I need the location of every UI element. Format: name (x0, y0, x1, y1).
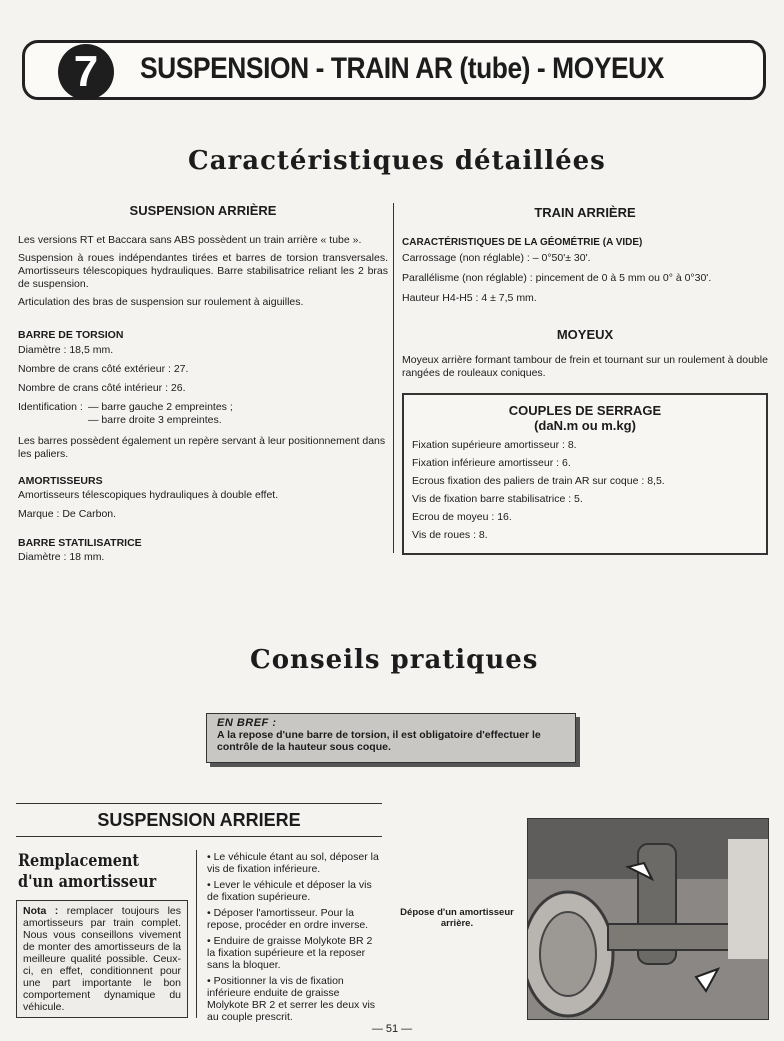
column-divider (393, 203, 394, 553)
rear-section-title: SUSPENSION ARRIERE (97, 810, 301, 830)
torque-item: Fixation supérieure amortisseur : 8. (412, 439, 577, 451)
shock-replacement-title-2: d'un amortisseur (18, 872, 157, 892)
step-item: • Déposer l'amortisseur. Pour la repose, procéder en ordre inverse. (207, 907, 369, 931)
page-number: — 51 — (371, 1023, 413, 1035)
advice-heading: Conseils pratiques (250, 645, 539, 675)
shocks-title: AMORTISSEURS (18, 475, 103, 487)
brief-text: A la repose d'une barre de torsion, il est obligatoire d'effectuer le contrôle de la hauteur sous coque. (217, 729, 541, 753)
chapter-title: SUSPENSION - TRAIN AR (tube) - MOYEUX (140, 52, 664, 85)
shock-absorber-photo (527, 818, 769, 1020)
step-item: • Lever le véhicule et déposer la vis de fixation supérieure. (207, 879, 372, 903)
torque-item: Vis de fixation barre stabilisatrice : 5. (412, 493, 583, 505)
stabilizer-spec: Diamètre : 18 mm. (18, 551, 105, 563)
torsion-spec: Nombre de crans côté extérieur : 27. (18, 363, 189, 375)
torque-item: Ecrous fixation des paliers de train AR sur coque : 8,5. (412, 475, 665, 487)
geometry-spec: Parallélisme (non réglable) : pincement de 0 à 5 mm ou 0° à 0°30'. (402, 272, 712, 284)
brief-title: EN BREF : (217, 717, 277, 729)
torque-unit: (daN.m ou m.kg) (534, 418, 636, 433)
identification-row (18, 401, 388, 427)
torsion-note: Les barres possèdent également un repère servant à leur positionnement dans les paliers. (18, 435, 386, 460)
note-box (16, 900, 188, 1018)
shock-replacement-title: Remplacement (18, 851, 140, 871)
step-item: • Positionner la vis de fixation inférieure enduite de graisse Molykote BR 2 et serrer les deux vis au couple prescrit. (207, 975, 376, 1023)
torsion-bar-title: BARRE DE TORSION (18, 329, 124, 341)
photo-illustration (528, 819, 768, 1019)
section-rule-top (16, 803, 382, 804)
torque-item: Vis de roues : 8. (412, 529, 488, 541)
identification-label: Identification : (18, 401, 83, 413)
steps-list (207, 851, 383, 1027)
hubs-text: Moyeux arrière formant tambour de frein et tournant sur un roulement à double rangées de rouleaux coniques. (402, 354, 768, 379)
left-column (18, 203, 388, 564)
section-rule-bottom (16, 836, 382, 837)
rear-column-divider (196, 850, 197, 1018)
shocks-spec: Amortisseurs télescopiques hydrauliques à double effet. (18, 489, 279, 501)
torque-title: COUPLES DE SERRAGE (508, 403, 662, 418)
brief-box (206, 713, 576, 763)
left-section-title: SUSPENSION ARRIÈRE (129, 203, 277, 218)
intro-paragraph: Articulation des bras de suspension sur roulement à aiguilles. (18, 296, 304, 308)
chapter-number-badge: 7 (58, 44, 114, 100)
geometry-spec: Hauteur H4-H5 : 4 ± 7,5 mm. (402, 292, 537, 304)
right-section-title: TRAIN ARRIÈRE (534, 205, 636, 220)
geometry-title: CARACTÉRISTIQUES DE LA GÉOMÉTRIE (A VIDE) (402, 237, 643, 248)
identification-right: — barre droite 3 empreintes. (88, 414, 222, 426)
torsion-spec: Diamètre : 18,5 mm. (18, 344, 114, 356)
hubs-title: MOYEUX (556, 327, 614, 342)
stabilizer-title: BARRE STATILISATRICE (18, 537, 142, 549)
shocks-spec: Marque : De Carbon. (18, 508, 117, 520)
step-item: • Enduire de graisse Molykote BR 2 la fixation supérieure et la reposer sans la bloquer. (207, 935, 373, 971)
note-text: remplacer toujours les amortisseurs par train complet. Nous vous conseillons vivement de monter des amortisseurs de la meilleure qualité possible. Ceux-ci, en effet, conditionnent pour une part importante le bon comportement dynamique du véhicule. (23, 905, 182, 1013)
geometry-spec: Carrossage (non réglable) : – 0°50'± 30'. (402, 252, 591, 264)
torque-item: Fixation inférieure amortisseur : 6. (412, 457, 571, 469)
intro-paragraph: Les versions RT et Baccara sans ABS possèdent un train arrière « tube ». (18, 234, 362, 246)
right-column (402, 205, 768, 380)
torque-box (402, 393, 768, 555)
intro-paragraph: Suspension à roues indépendantes tirées et barres de torsion transversales. Amortisseurs télescopiques hydrauliques. Barre stabilisatrice reliant les 2 bras de suspension. (18, 252, 388, 290)
identification-left: — barre gauche 2 empreintes ; (88, 401, 233, 413)
note-label: Nota : (23, 905, 59, 917)
characteristics-heading: Caractéristiques détaillées (188, 146, 606, 176)
photo-caption: Dépose d'un amortisseur arrière. (400, 907, 514, 929)
torsion-spec: Nombre de crans côté intérieur : 26. (18, 382, 186, 394)
step-item: • Le véhicule étant au sol, déposer la vis de fixation inférieure. (207, 851, 379, 875)
torque-item: Ecrou de moyeu : 16. (412, 511, 512, 523)
